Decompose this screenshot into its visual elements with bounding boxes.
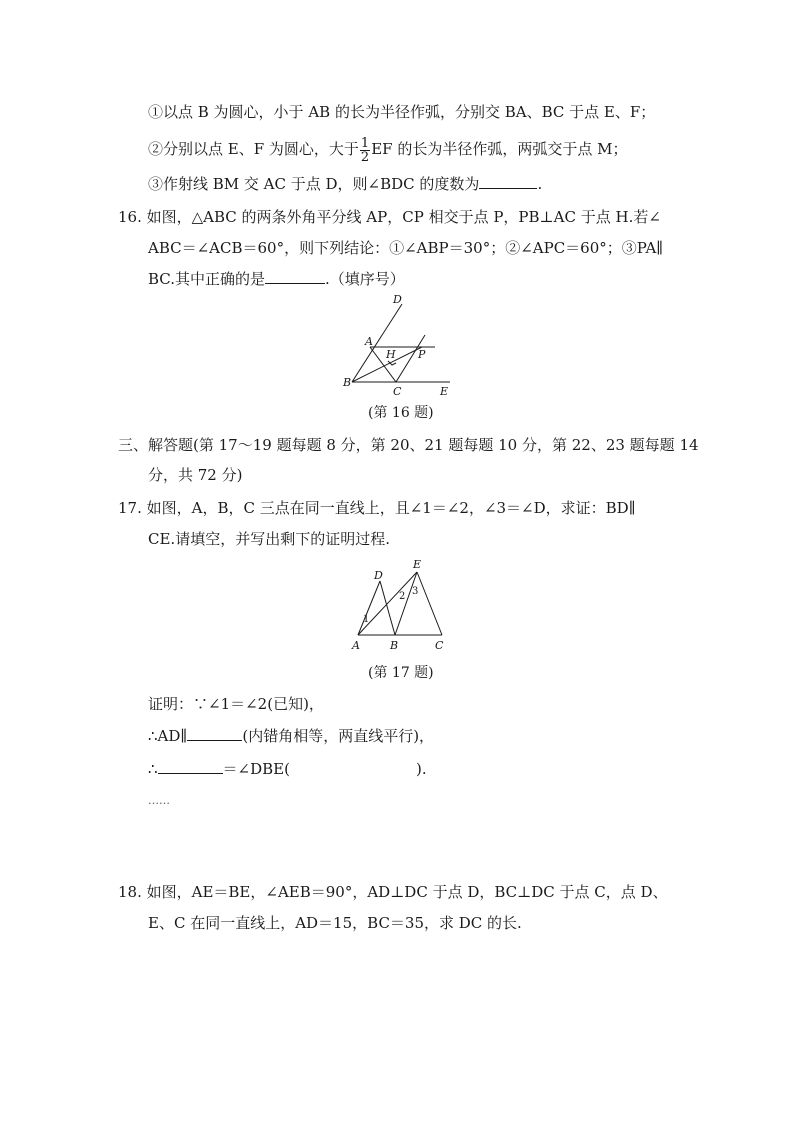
angle-label-1: 1 [363,614,370,625]
angle-label-2: 2 [399,591,406,602]
label-A: A [352,639,360,652]
q16-caption: (第 16 题) [368,405,434,421]
fraction-one-half [360,137,370,164]
q17-line2: CE.请填空，并写出剩下的证明过程. [148,530,390,548]
segment-DB [380,581,395,635]
q16-line3-pre: BC.其中正确的是 [148,270,266,288]
label-D: D [393,293,402,306]
q17-proof-line2-post: (内错角相等，两直线平行)， [242,727,435,745]
label-C: C [393,385,402,398]
q15-step3-pre: ③作射线 BM 交 AC 于点 D，则∠BDC 的度数为 [148,175,480,193]
q17-proof-line1: 证明：∵∠1＝∠2(已知)， [148,695,324,713]
label-D: D [374,569,383,582]
label-E: E [413,558,422,571]
label-B: B [343,376,352,389]
proof-ellipsis: …… [148,794,170,807]
q17-proof-line3-mid: ＝∠DBE( [222,760,290,778]
q18-line2: E、C 在同一直线上，AD＝15，BC＝35，求 DC 的长. [148,914,522,932]
q17-line1: 17. 如图，A，B，C 三点在同一直线上，且∠1＝∠2，∠3＝∠D，求证：BD∥ [118,499,636,517]
q17-proof-line3-pre: ∴ [148,760,158,778]
q16-line3-post: .（填序号） [325,270,405,288]
label-B: B [390,639,399,652]
q17-proof-line2 [148,726,434,746]
q15-step1: ①以点 B 为圆心，小于 AB 的长为半径作弧，分别交 BA、BC 于点 E、F； [148,103,656,121]
fraction-denominator: 2 [360,149,370,165]
section3-line1: 三、解答题(第 17～19 题每题 8 分，第 20、21 题每题 10 分，第 22、23 题每题 14 [118,436,699,454]
label-E: E [440,385,449,398]
label-H: H [386,348,396,361]
angle-label-3: 3 [412,586,419,597]
section3-line2: 分，共 72 分) [148,466,243,484]
q17-proof-line2-pre: ∴AD∥ [148,727,188,745]
q17-figure [340,557,460,657]
ray-BD [352,304,402,382]
label-A: A [365,335,373,348]
answer-blank[interactable] [158,759,223,774]
q16-figure [330,292,460,400]
q15-step3 [148,174,542,194]
fraction-numerator: 1 [360,135,370,151]
answer-blank[interactable] [479,174,537,189]
segment-BE [395,572,417,635]
answer-blank[interactable] [265,269,325,284]
answer-blank[interactable] [187,726,242,741]
q17-proof-line3 [148,759,427,779]
q17-caption: (第 17 题) [368,665,434,681]
segment-AD [358,581,380,635]
label-P: P [418,348,426,361]
label-C: C [435,639,444,652]
q15-step2-pre: ②分别以点 E、F 为圆心，大于 [148,140,359,158]
q16-line1: 16. 如图，△ABC 的两条外角平分线 AP，CP 相交于点 P，PB⊥AC 于点 H.若∠ [118,208,661,226]
q15-step2 [148,136,627,164]
q17-proof-line3-post: ). [415,760,427,778]
q18-line1: 18. 如图，AE＝BE，∠AEB＝90°，AD⊥DC 于点 D，BC⊥DC 于点 C，点 D、 [118,883,668,901]
segment-EC [417,572,442,635]
segment-AE [358,572,417,635]
q15-step2-post: EF 的长为半径作弧，两弧交于点 M； [371,140,628,158]
q15-step3-post: . [537,175,543,193]
q16-line2: ABC＝∠ACB＝60°，则下列结论：①∠ABP＝30°；②∠APC＝60°；③PA∥ [148,239,664,257]
q16-line3 [148,269,405,289]
